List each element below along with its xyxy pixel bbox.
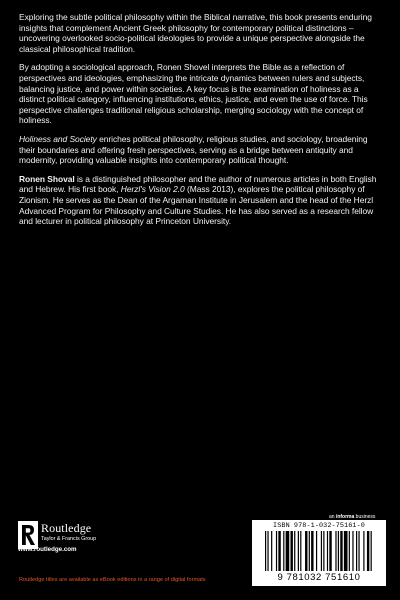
routledge-logo (18, 520, 148, 560)
barcode-bar (335, 531, 336, 571)
barcode-bar (294, 531, 295, 571)
barcode-bar (286, 531, 290, 571)
barcode-bar (311, 531, 313, 571)
barcode-bar (309, 531, 310, 571)
author-name: Ronen Shoval (19, 173, 75, 184)
barcode-bar (290, 531, 292, 571)
publisher-url: www.routledge.com (18, 546, 77, 553)
barcode-bar (271, 531, 272, 571)
barcode-bar (278, 531, 280, 571)
informa-brand: informa (335, 514, 355, 520)
barcode-bar (356, 531, 357, 571)
barcode-icon (265, 531, 373, 571)
barcode-bar (321, 531, 322, 571)
blurb-paragraph-2: By adopting a sociological approach, Ronen Shovel interprets the Bible as a reflection of perspectives and ideologies, emphasizing the intricate dynamics between rulers and subjects, balancing justice, and power within societies. A key focus is the examination of holiness as a distinct political category, influencing institutions, ethics, justice, and even the use of force. This perspective challenges traditional religious scholarship, merging sociology with the concept of holiness. (19, 62, 368, 126)
routledge-r-mark-icon (18, 521, 38, 549)
barcode-bar (267, 531, 268, 571)
barcode-digits: 9 781032 751610 (277, 572, 361, 583)
author-previous-book: Herzl's Vision 2.0 (120, 184, 185, 195)
blurb (19, 12, 383, 235)
publisher-name: Routledge (41, 521, 92, 535)
barcode-bar (283, 531, 284, 571)
author-bio-text-a: is a distinguished philosopher and the author of numerous articles in both English and Hebrew. His first book, (19, 173, 377, 195)
blurb-paragraph-1: Exploring the subtle political philosophy within the Biblical narrative, this book presents enduring insights that complement Ancient Greek philosophy for contemporary political distinctions – uncovering overlooked socio-political ideologies to provide a unique perspective alongside the classical philosophical tradition. (19, 12, 372, 54)
isbn-label: ISBN 978-1-032-75161-0 (273, 522, 365, 530)
author-bio (19, 174, 383, 227)
ebook-availability-note: Routledge titles are available as eBook editions in a range of digital formats (19, 577, 206, 583)
blurb-paragraph-3 (19, 134, 383, 166)
barcode-bar (305, 531, 307, 571)
barcode-bar (327, 531, 328, 571)
barcode-bar (298, 531, 299, 571)
barcode-bar (349, 531, 350, 571)
barcode-bar (338, 531, 339, 571)
book-title: Holiness and Society (19, 133, 97, 144)
informa-suffix: business (354, 514, 376, 520)
informa-prefix: an (329, 514, 336, 520)
barcode-bar (358, 531, 359, 571)
barcode-bar (363, 531, 364, 571)
author-bio-text-b: (Mass 2013), explores the political philosophy of Zionism. He serves as the Dean of the Argaman Institute in Jerusalem and the head of the Herzl Advanced Program for Philosophy and Culture Studies. He has also served as a research fellow and lecturer in political philosophy at Princeton University. (19, 184, 374, 227)
barcode-bar (329, 531, 331, 571)
barcode-bar (340, 531, 342, 571)
barcode-panel (252, 520, 386, 586)
barcode-bar (300, 531, 301, 571)
barcode-bar (344, 531, 348, 571)
barcode-bar (316, 531, 317, 571)
publisher-group: Taylor & Francis Group (41, 536, 97, 542)
barcode-bar (265, 531, 266, 571)
barcode-bar (352, 531, 353, 571)
blurb-paragraph-3-text: enriches political philosophy, religious studies, and sociology, broadening their boundaries and offering fresh perspectives, serving as a bridge between antiquity and modernity, providing valuable insights into contemporary political thought. (19, 133, 368, 166)
barcode-bar (276, 531, 277, 571)
barcode-bar (367, 531, 369, 571)
barcode-bar (323, 531, 324, 571)
barcode-bar (371, 531, 372, 571)
